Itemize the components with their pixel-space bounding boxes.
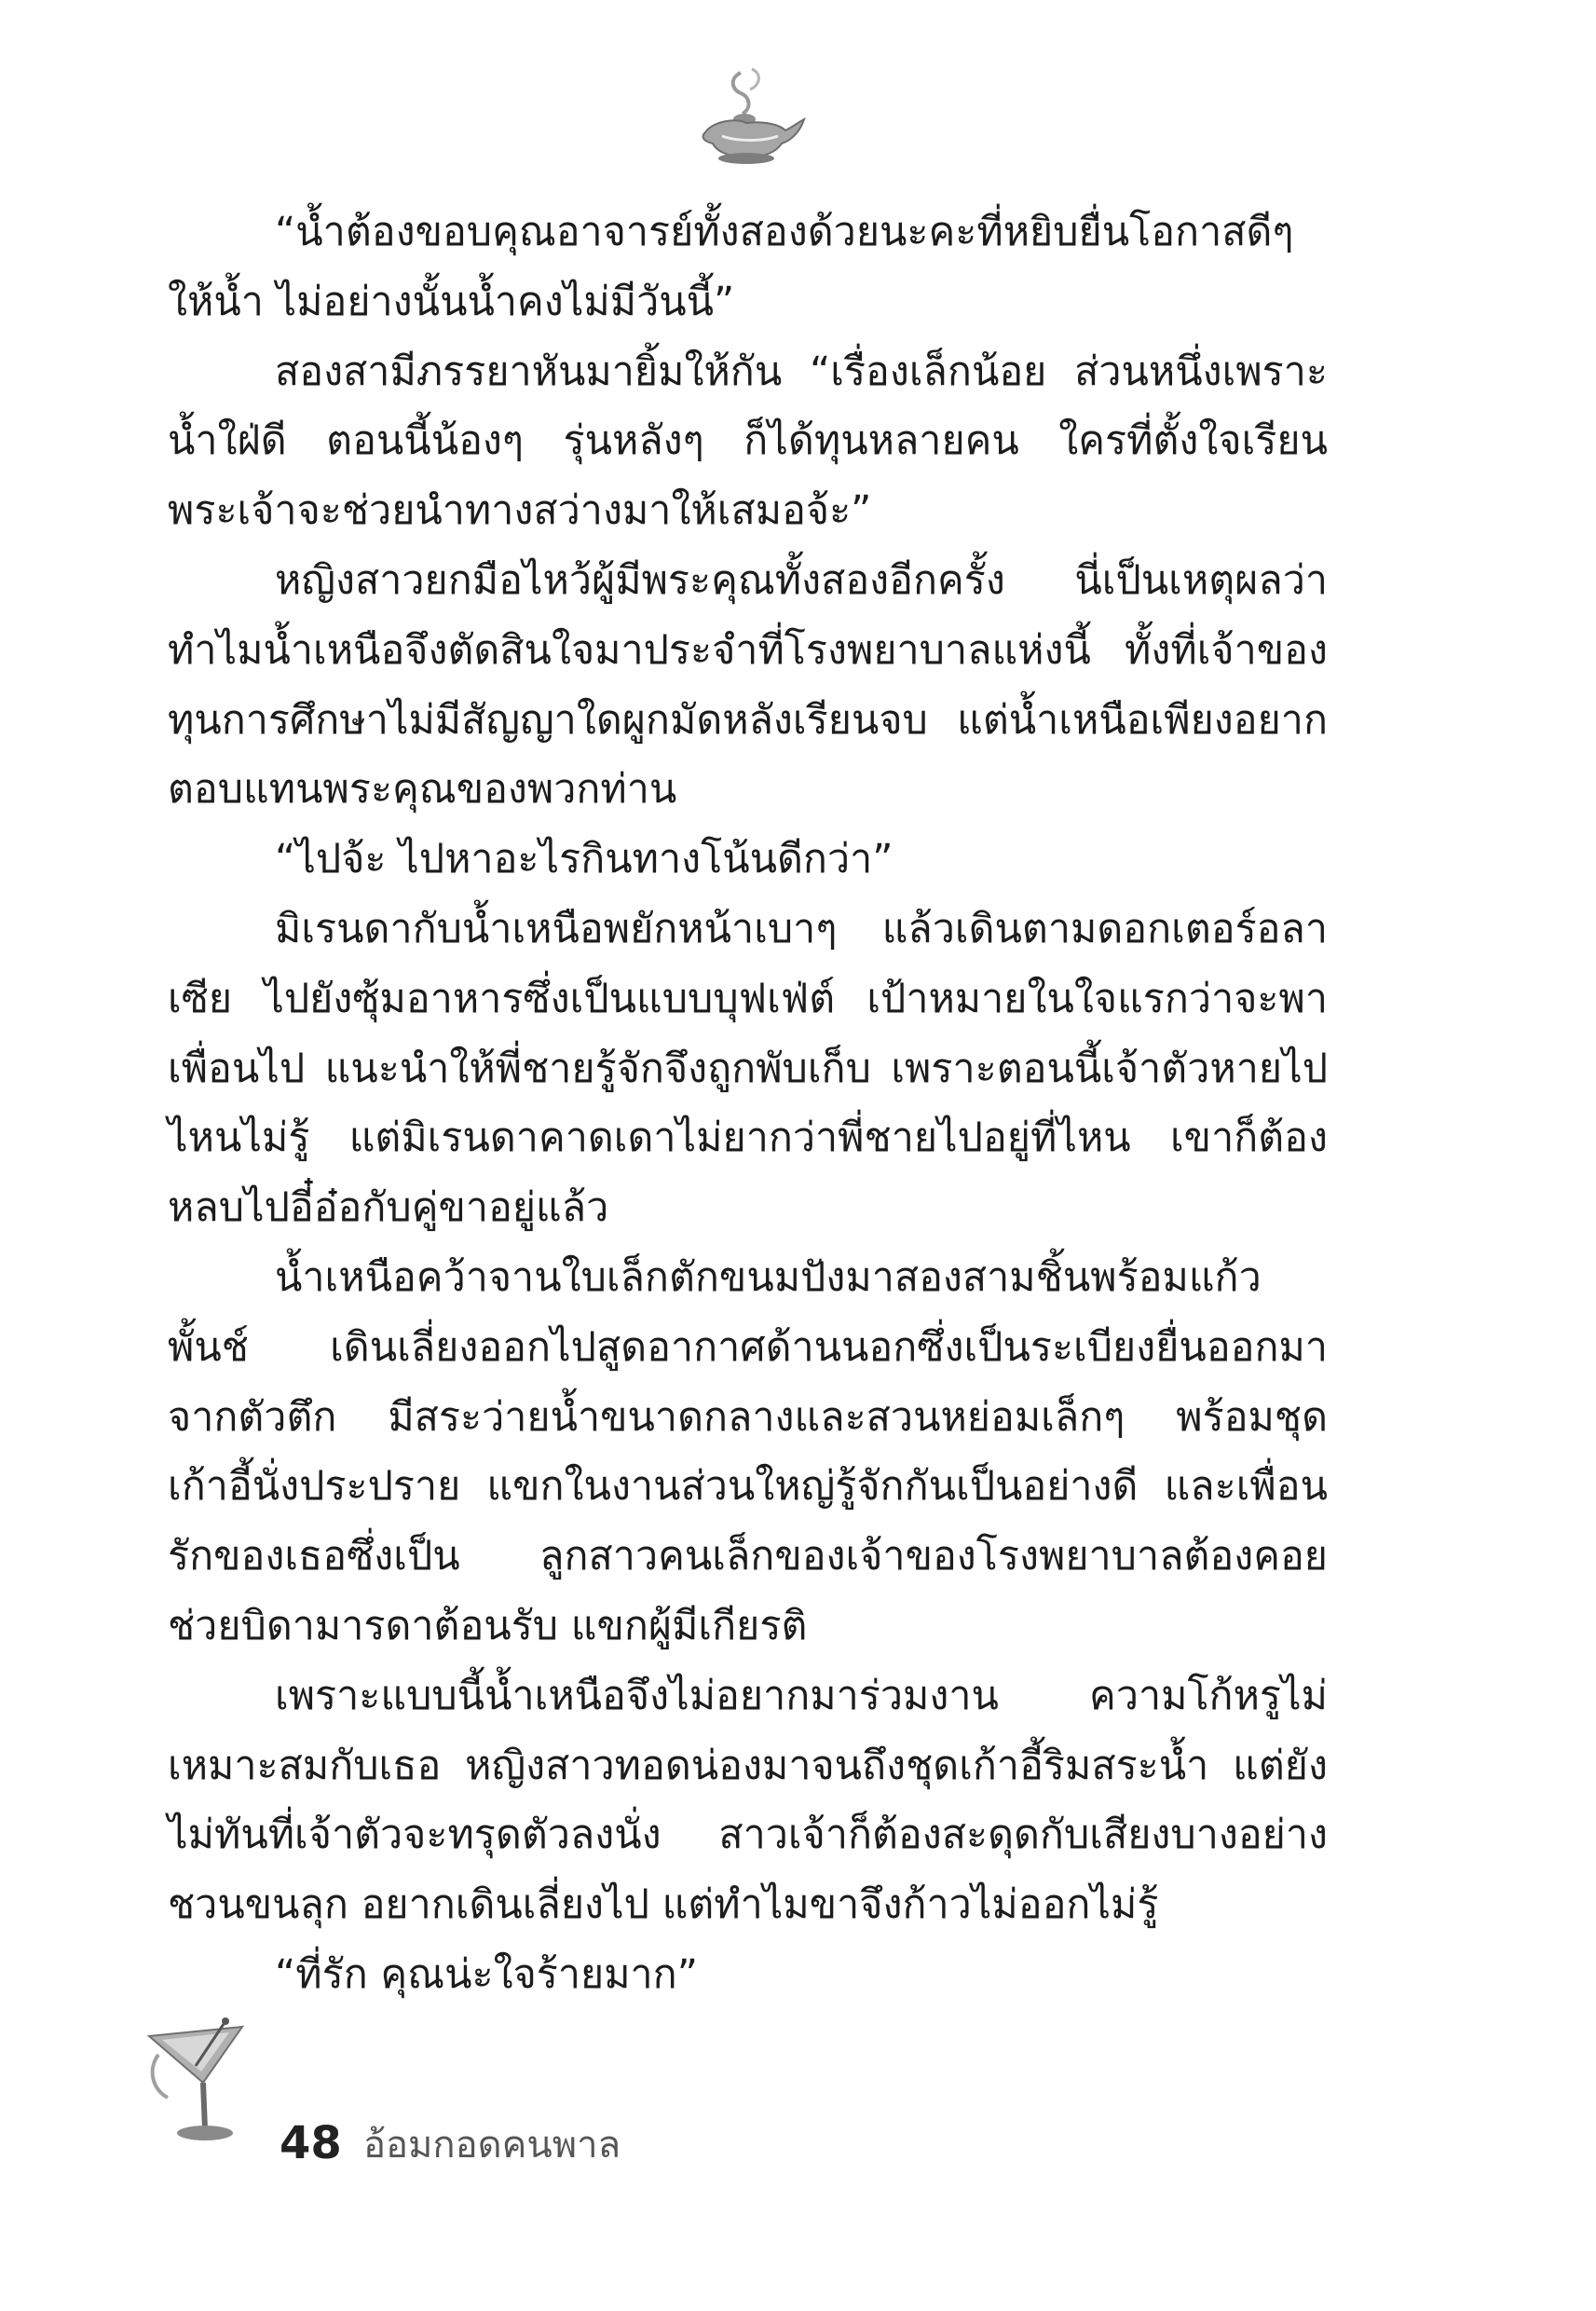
paragraph: หญิงสาวยกมือไหว้ผู้มีพระคุณทั้งสองอีกครั้ง นี่เป็นเหตุผลว่าทำไมน้ำเหนือจึงตัดสินใจมาประจำที่โรงพยาบาลแห่งนี้ ทั้งที่เจ้าของทุนการศึกษาไม่มีสัญญาใดผูกมัดหลังเรียนจบ แต่น้ำเหนือเพียงอยากตอบแทนพระคุณของพวกท่าน	[168, 556, 1328, 814]
book-title: อ้อมกอดคนพาล	[363, 2124, 621, 2167]
paragraph: “ที่รัก คุณน่ะใจร้ายมาก”	[275, 1950, 698, 1998]
page-footer	[140, 2017, 978, 2167]
page-number: 48	[280, 2117, 342, 2169]
paragraph: “ไปจ้ะ ไปหาอะไรกินทางโน้นดีกว่า”	[275, 836, 893, 883]
paragraph: น้ำเหนือคว้าจานใบเล็กตักขนมปังมาสองสามชิ้นพร้อมแก้วพั้นช์ เดินเลี่ยงออกไปสูดอากาศด้านนอกซึ่งเป็นระเบียงยื่นออกมาจากตัวตึก มีสระว่ายน้ำขนาดกลางและสวนหย่อมเล็กๆ พร้อมชุดเก้าอี้นั่งประปราย แขกในงานส่วนใหญ่รู้จักกันเป็นอย่างดี และเพื่อนรักของเธอซึ่งเป็น ลูกสาวคนเล็กของเจ้าของโรงพยาบาลต้องคอยช่วยบิดามารดาต้อนรับ แขกผู้มีเกียรติ	[168, 1253, 1328, 1649]
paragraph: เพราะแบบนี้น้ำเหนือจึงไม่อยากมาร่วมงาน ความโก้หรูไม่เหมาะสมกับเธอ หญิงสาวทอดน่องมาจนถึงชุดเก้าอี้ริมสระน้ำ แต่ยังไม่ทันที่เจ้าตัวจะทรุดตัวลงนั่ง สาวเจ้าก็ต้องสะดุดกับเสียงบางอย่าง ชวนขนลุก อยากเดินเลี่ยงไป แต่ทำไมขาจึงก้าวไม่ออกไม่รู้	[168, 1672, 1328, 1929]
body-text	[168, 198, 1328, 2010]
paragraph: มิเรนดากับน้ำเหนือพยักหน้าเบาๆ แล้วเดินตามดอกเตอร์อลาเซีย ไปยังซุ้มอาหารซึ่งเป็นแบบบุฟเฟ่ต์ เป้าหมายในใจแรกว่าจะพาเพื่อนไป แนะนำให้พี่ชายรู้จักจึงถูกพับเก็บ เพราะตอนนี้เจ้าตัวหายไปไหนไม่รู้ แต่มิเรนดาคาดเดาไม่ยากว่าพี่ชายไปอยู่ที่ไหน เขาก็ต้องหลบไปอี๋อ๋อกับคู่ขาอยู่แล้ว	[168, 905, 1328, 1232]
paragraph: สองสามีภรรยาหันมายิ้มให้กัน “เรื่องเล็กน้อย ส่วนหนึ่งเพราะน้ำใฝ่ดี ตอนนี้น้องๆ รุ่นหลังๆ ก็ได้ทุนหลายคน ใครที่ตั้งใจเรียน พระเจ้าจะช่วยนำทางสว่างมาให้เสมอจ้ะ”	[168, 348, 1328, 535]
genie-lamp-icon	[685, 65, 806, 168]
paragraph: “น้ำต้องขอบคุณอาจารย์ทั้งสองด้วยนะคะที่หยิบยื่นโอกาสดีๆ ให้น้ำ ไม่อย่างนั้นน้ำคงไม่มีวันนี้”	[168, 209, 1294, 325]
cocktail-glass-icon	[140, 2017, 261, 2157]
